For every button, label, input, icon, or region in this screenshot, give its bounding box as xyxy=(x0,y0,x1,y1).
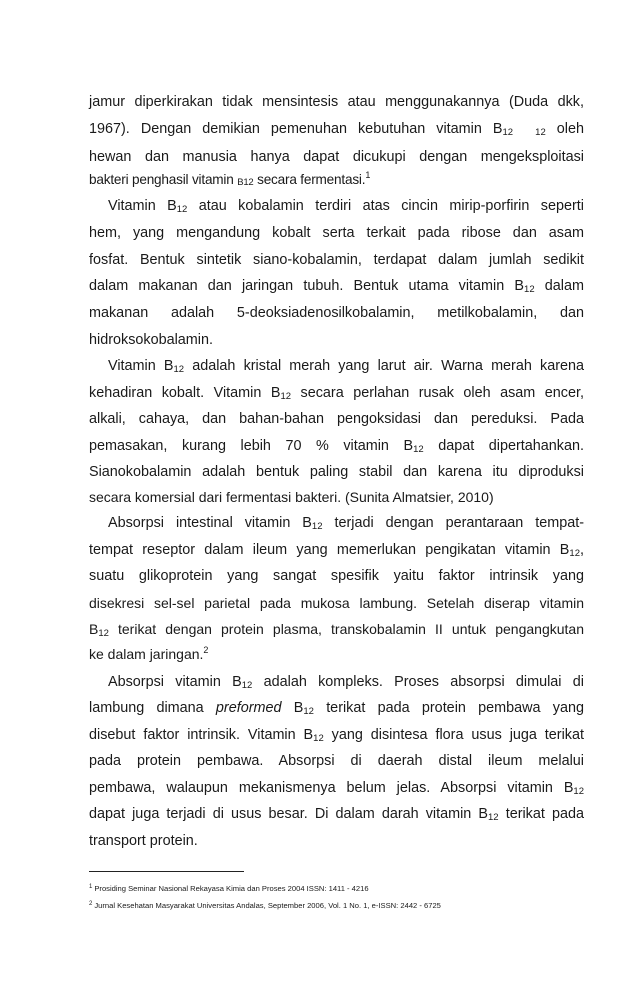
text-line xyxy=(89,805,584,825)
text: B xyxy=(281,700,304,717)
text-line xyxy=(89,726,584,746)
text: Vitamin B xyxy=(108,197,177,214)
text-line xyxy=(108,357,584,377)
text: pemasakan, kurang lebih 70 % vitamin B xyxy=(89,437,414,454)
subscript: 12 xyxy=(176,203,188,215)
text: hem, yang mengandung kobalt serta terkait pada ribose dan asam xyxy=(89,225,584,242)
text: terikat pada xyxy=(498,806,584,823)
subscript: 12 xyxy=(311,521,323,533)
footnote-number: 1 xyxy=(89,884,93,890)
text: yang disintesa flora usus juga terikat xyxy=(323,726,584,743)
text: pembawa, walaupun mekanismenya belum jelas. Absorpsi vitamin B xyxy=(89,779,574,796)
text-line xyxy=(89,93,584,111)
subscript: B12 xyxy=(237,177,254,189)
subscript: 12 xyxy=(280,390,292,402)
text-line xyxy=(89,488,584,506)
text: disekresi sel-sel parietal pada mukosa lambung. Setelah diserap vitamin xyxy=(89,594,584,611)
text: alkali, cahaya, dan bahan-bahan pengoksidasi dan pereduksi. Pada xyxy=(89,411,584,428)
footnote-text: Prosiding Seminar Nasional Rekayasa Kimia dan Proses 2004 ISSN: 1411 - 4216 xyxy=(94,884,369,893)
footnote-number: 2 xyxy=(89,901,93,907)
text: fosfat. Bentuk sintetik siano-kobalamin, terdapat dalam jumlah sedikit xyxy=(89,251,584,268)
text-line xyxy=(89,567,584,585)
text: Vitamin B xyxy=(108,358,174,375)
text: terikat pada protein pembawa yang xyxy=(313,700,584,717)
text: disebut faktor intrinsik. Vitamin B xyxy=(89,726,314,743)
subscript: 12 xyxy=(524,284,535,296)
text-line xyxy=(89,620,584,641)
text-line xyxy=(89,699,584,719)
text: dalam xyxy=(534,278,584,295)
text-line xyxy=(89,148,584,166)
text-line xyxy=(89,251,584,269)
text-line xyxy=(108,197,584,217)
text-line xyxy=(89,463,584,481)
text-line xyxy=(89,752,584,770)
text: dapat dipertahankan. xyxy=(423,437,584,454)
subscript: 12 xyxy=(241,679,253,691)
text: suatu glikoprotein yang sangat spesifik yaitu faktor intrinsik yang xyxy=(89,568,584,585)
subscript: 12 xyxy=(413,443,424,455)
text: transport protein. xyxy=(89,832,198,849)
text: Sianokobalamin adalah bentuk paling stabil dan karena itu diproduksi xyxy=(89,464,584,481)
text: oleh xyxy=(545,121,584,138)
subscript: 12 xyxy=(569,547,580,559)
footnote-ref: 1 xyxy=(365,170,371,181)
text: dapat juga terjadi di usus besar. Di dalam darah vitamin B xyxy=(89,806,489,823)
text: secara fermentasi. xyxy=(253,172,366,188)
text-line xyxy=(89,384,584,404)
text: pada protein pembawa. Absorpsi di daerah distal ileum melalui xyxy=(89,753,584,770)
text-line xyxy=(89,410,584,428)
footnote-text: Jurnal Kesehatan Masyarakat Universitas Andalas, September 2006, Vol. 1 No. 1, e-ISSN: 2442 - 6725 xyxy=(94,901,441,910)
text: hewan dan manusia hanya dapat dicukupi dengan mengeksploitasi xyxy=(89,148,584,165)
text: Absorpsi vitamin B xyxy=(108,673,242,690)
text: 1967). Dengan demikian pemenuhan kebutuhan vitamin B xyxy=(89,121,503,138)
subscript: 12 xyxy=(488,812,499,824)
text-line xyxy=(89,437,584,457)
subscript: 12 xyxy=(303,706,314,718)
subscript: 12 xyxy=(573,785,584,797)
text-line xyxy=(89,594,584,612)
text: dalam makanan dan jaringan tubuh. Bentuk utama vitamin B xyxy=(89,278,525,295)
text: adalah kristal merah yang larut air. Warna merah karena xyxy=(184,358,585,375)
text-line xyxy=(89,331,584,349)
text: makanan adalah 5-deoksiadenosilkobalamin, metilkobalamin, dan xyxy=(89,305,584,322)
text-line xyxy=(89,171,584,191)
text: atau kobalamin terdiri atas cincin mirip-porfirin seperti xyxy=(187,197,584,214)
text-line xyxy=(89,304,584,322)
subscript: 12 xyxy=(535,127,546,139)
text: , xyxy=(580,541,584,558)
subscript: 12 xyxy=(173,364,185,376)
text: lambung dimana xyxy=(89,700,216,717)
text-line xyxy=(89,645,584,665)
footnote xyxy=(89,901,589,912)
footnote-divider xyxy=(89,871,244,872)
text-line xyxy=(89,779,584,799)
text: secara perlahan rusak oleh asam encer, xyxy=(291,384,584,401)
text-line xyxy=(108,514,584,534)
text: adalah kompleks. Proses absorpsi dimulai di xyxy=(252,673,584,690)
text-line xyxy=(89,277,584,297)
text: terjadi dengan perantaraan tempat- xyxy=(322,515,584,532)
text: ke dalam jaringan. xyxy=(89,646,204,663)
text-line xyxy=(89,120,584,140)
text-line xyxy=(89,541,584,561)
subscript: 12 xyxy=(313,732,324,744)
text-line xyxy=(89,832,584,850)
text: Absorpsi intestinal vitamin B xyxy=(108,515,312,532)
subscript: 12 xyxy=(502,127,514,139)
text: B xyxy=(89,620,99,637)
text-line xyxy=(89,224,584,242)
text: hidroksokobalamin. xyxy=(89,331,213,348)
footnote-ref: 2 xyxy=(203,645,209,656)
text: tempat reseptor dalam ileum yang memerlukan pengikatan vitamin B xyxy=(89,541,570,558)
footnote xyxy=(89,884,589,895)
text: terikat dengan protein plasma, transkobalamin II untuk pengangkutan xyxy=(108,620,584,637)
italic-text: preformed xyxy=(215,700,282,717)
text-line xyxy=(108,673,584,693)
text: secara komersial dari fermentasi bakteri. (Sunita Almatsier, 2010) xyxy=(89,488,494,505)
text: bakteri penghasil vitamin xyxy=(89,172,238,188)
text: jamur diperkirakan tidak mensintesis atau menggunakannya (Duda dkk, xyxy=(89,93,584,110)
text: kehadiran kobalt. Vitamin B xyxy=(89,384,281,401)
subscript: 12 xyxy=(98,627,109,639)
